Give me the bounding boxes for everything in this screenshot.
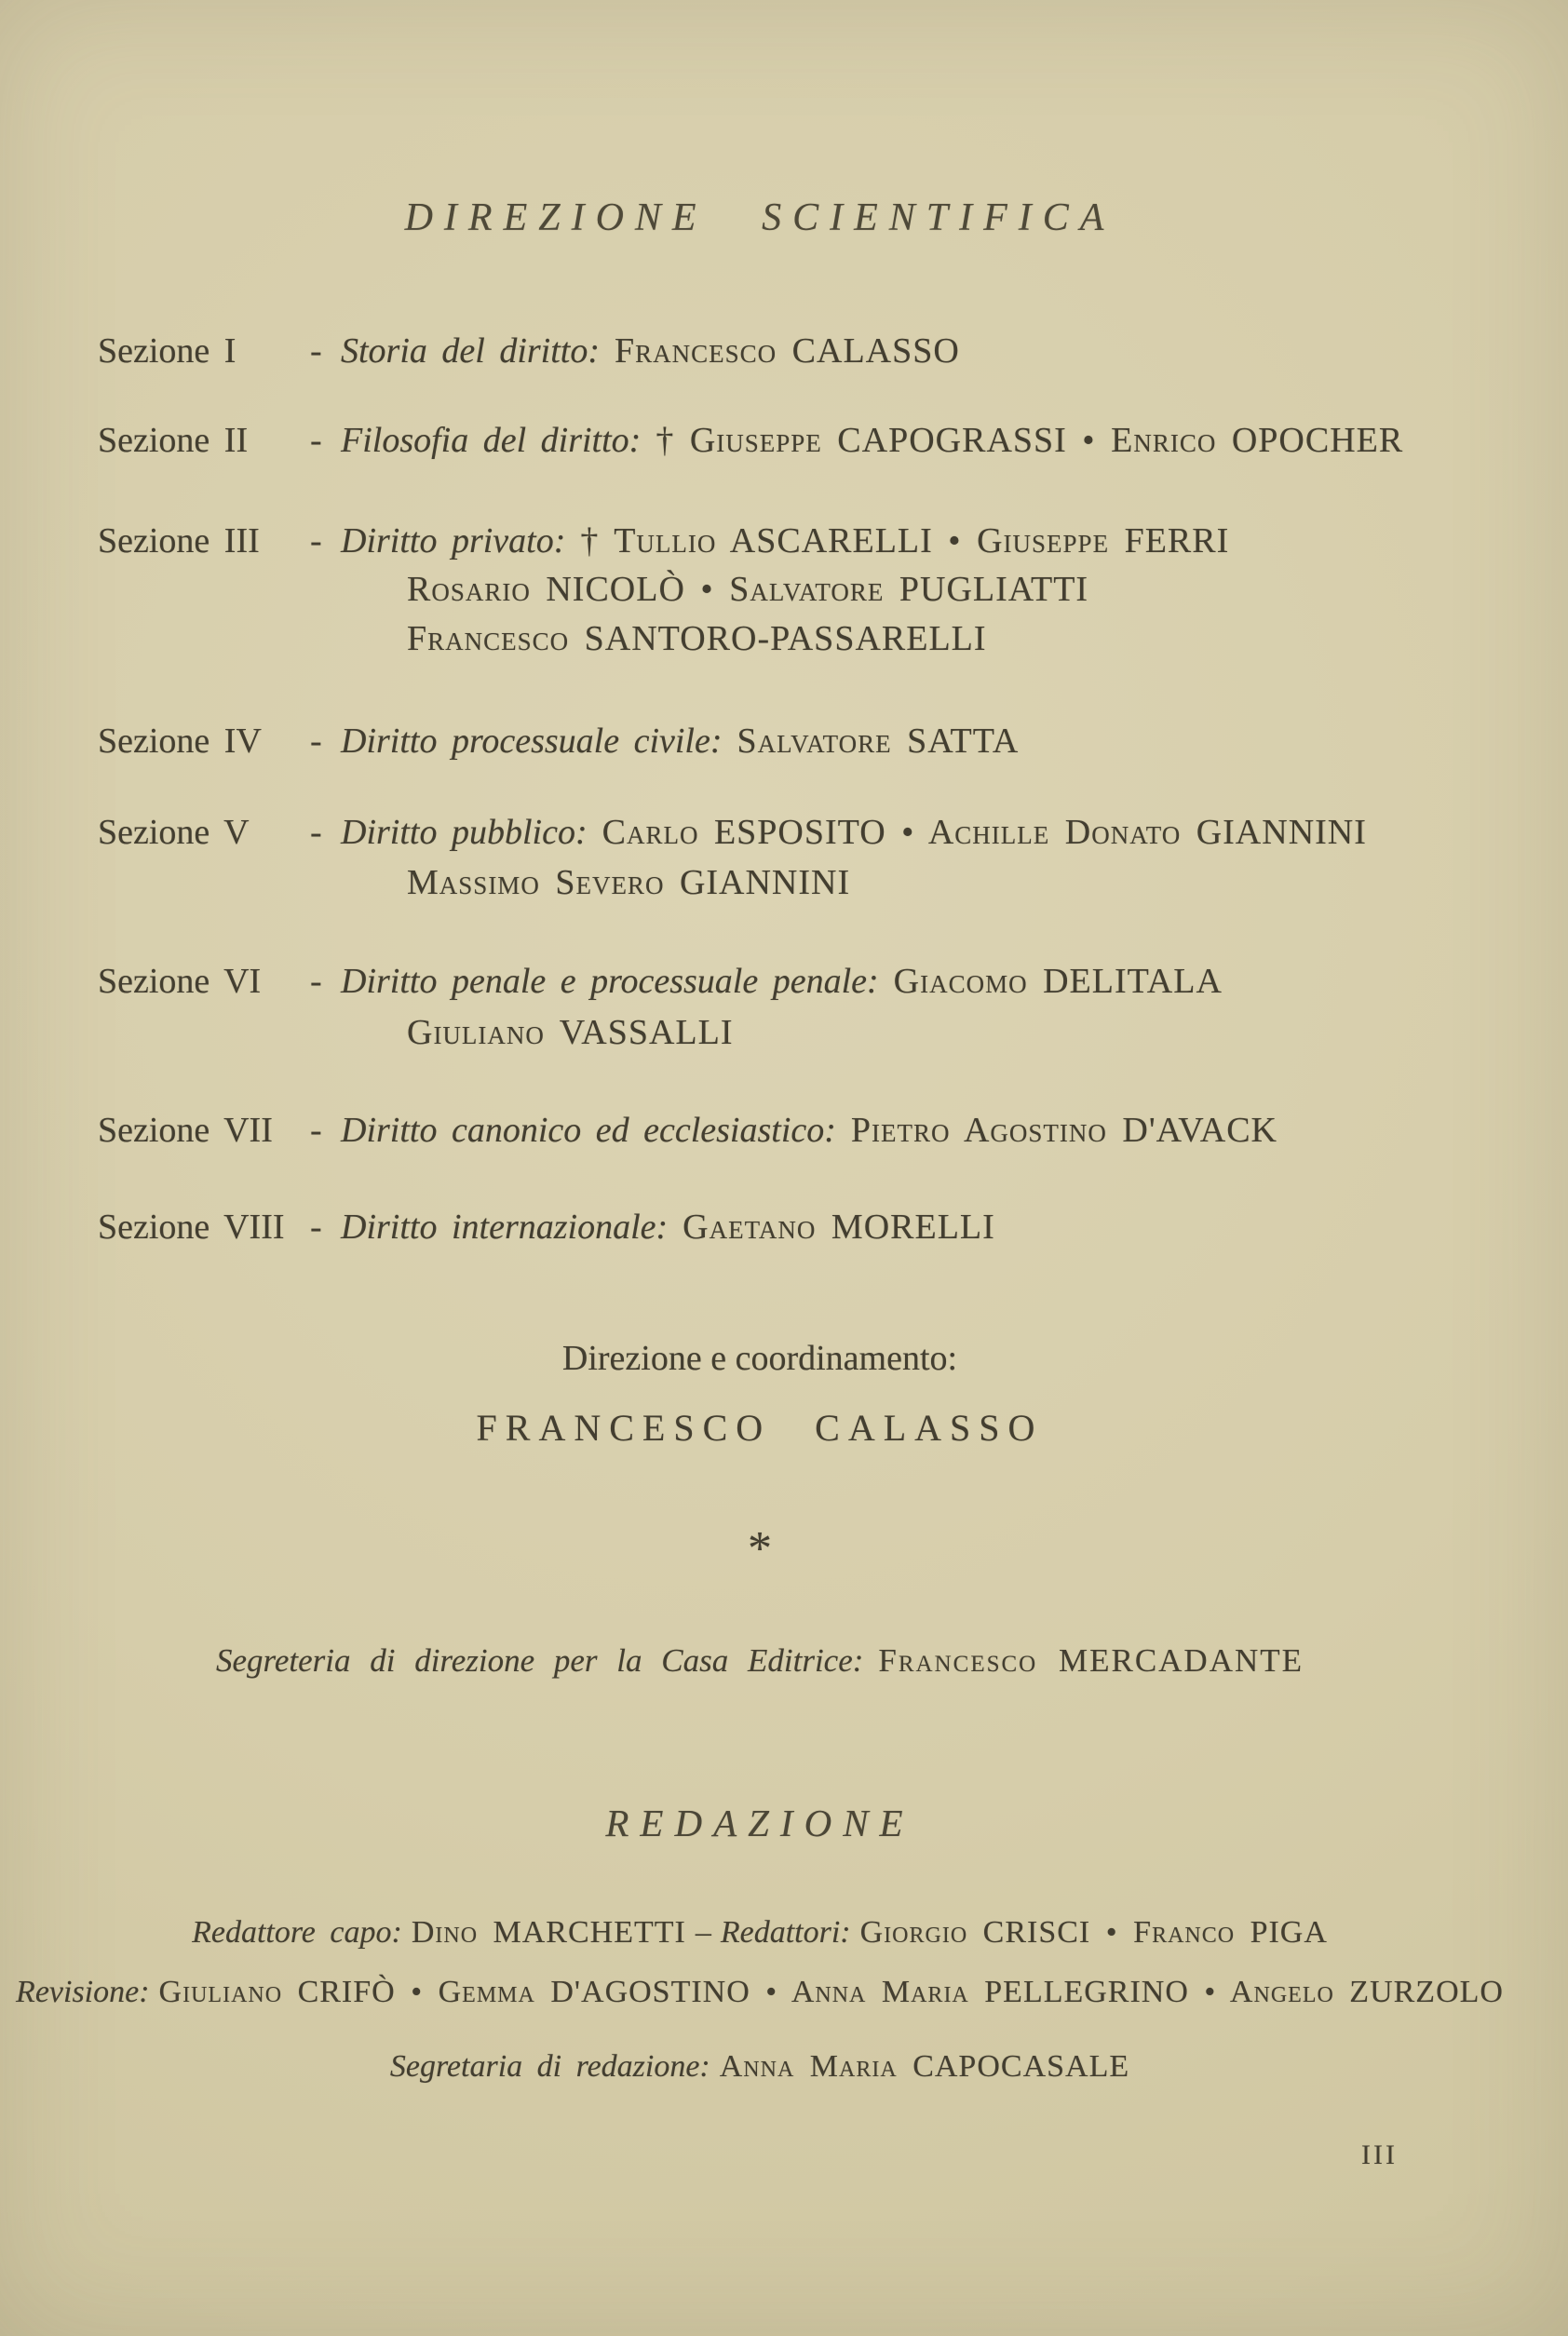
section-row-6	[98, 964, 1223, 999]
redazione-staff-line	[0, 1917, 1520, 1949]
section-dash: -	[310, 421, 322, 460]
section-subject: Diritto pubblico:	[341, 813, 588, 852]
section-editors: Giacomo DELITALA	[893, 962, 1223, 1001]
section-dash: -	[310, 1111, 322, 1150]
section-label: Sezione V	[98, 813, 250, 852]
redazione-title: REDAZIONE	[605, 1802, 914, 1844]
section-editors: Giuliano VASSALLI	[407, 1013, 734, 1052]
section-editors: † Giuseppe CAPOGRASSI • Enrico OPOCHER	[656, 421, 1404, 460]
section-label: Sezione VI	[98, 962, 262, 1001]
section-editors: Massimo Severo GIANNINI	[407, 863, 851, 902]
revision-line	[0, 1977, 1520, 2008]
editorial-secretary-line	[0, 2051, 1520, 2083]
editorial-secretary-label: Segretaria di redazione:	[389, 2049, 710, 2084]
publisher-secretariat-line	[0, 1644, 1520, 1677]
section-subject: Diritto penale e processuale penale:	[341, 962, 879, 1001]
section-subject: Storia del diritto:	[341, 331, 600, 371]
section-row-1	[98, 333, 960, 369]
section-label: Sezione I	[98, 331, 237, 371]
section-editors: Francesco CALASSO	[615, 331, 960, 371]
section-dash: -	[310, 331, 322, 371]
section-row-3-continuation-2	[407, 621, 987, 656]
section-row-5-continuation-1	[407, 865, 850, 900]
coordination-director-name: FRANCESCO CALASSO	[476, 1407, 1044, 1449]
section-row-5	[98, 815, 1367, 850]
section-row-3-continuation-1	[407, 572, 1088, 607]
section-editors: Gaetano MORELLI	[683, 1208, 995, 1247]
chief-editor-label: Redattore capo:	[192, 1915, 402, 1950]
section-row-6-continuation-1	[407, 1015, 734, 1050]
section-label: Sezione VII	[98, 1111, 273, 1150]
asterisk-divider: *	[748, 1522, 772, 1575]
section-dash: -	[310, 722, 322, 761]
section-subject: Diritto canonico ed ecclesiastico:	[341, 1111, 836, 1150]
section-dash: -	[310, 813, 322, 852]
section-label: Sezione III	[98, 521, 260, 560]
chief-editor-name: Dino MARCHETTI	[411, 1915, 686, 1950]
section-editors: Carlo ESPOSITO • Achille Donato GIANNINI	[602, 813, 1367, 852]
section-dash: -	[310, 962, 322, 1001]
section-subject: Filosofia del diritto:	[341, 421, 642, 460]
section-label: Sezione II	[98, 421, 249, 460]
section-dash: -	[310, 521, 322, 560]
page-title: DIREZIONE SCIENTIFICA	[404, 196, 1115, 239]
section-label: Sezione VIII	[98, 1208, 285, 1247]
section-editors: Francesco SANTORO-PASSARELLI	[407, 619, 987, 658]
section-label: Sezione IV	[98, 722, 262, 761]
secretariat-name: Francesco MERCADANTE	[878, 1642, 1304, 1679]
coordination-heading: Direzione e coordinamento:	[561, 1339, 958, 1378]
editors-names: Giorgio CRISCI • Franco PIGA	[859, 1915, 1328, 1950]
page-number: III	[1361, 2140, 1398, 2170]
section-row-2	[98, 423, 1403, 458]
section-editors: Salvatore SATTA	[737, 722, 1020, 761]
section-editors: Rosario NICOLÒ • Salvatore PUGLIATTI	[407, 570, 1089, 609]
section-dash: -	[310, 1208, 322, 1247]
section-row-8	[98, 1209, 995, 1245]
section-subject: Diritto privato:	[341, 521, 566, 560]
section-subject: Diritto internazionale:	[341, 1208, 669, 1247]
section-editors: Pietro Agostino D'AVACK	[850, 1111, 1277, 1150]
revision-label: Revisione:	[16, 1975, 150, 2009]
editorial-secretary-name: Anna Maria CAPOCASALE	[719, 2049, 1130, 2084]
section-row-3	[98, 523, 1229, 559]
section-subject: Diritto processuale civile:	[341, 722, 723, 761]
revision-names: Giuliano CRIFÒ • Gemma D'AGOSTINO • Anna Maria PELLEGRINO • Angelo ZURZOLO	[158, 1975, 1504, 2009]
section-row-4	[98, 723, 1019, 759]
dash-separator: –	[695, 1915, 711, 1950]
section-row-7	[98, 1113, 1277, 1148]
secretariat-label: Segreteria di direzione per la Casa Editrice:	[215, 1642, 864, 1679]
editors-label: Redattori:	[720, 1915, 851, 1950]
section-editors: † Tullio ASCARELLI • Giuseppe FERRI	[580, 521, 1230, 560]
